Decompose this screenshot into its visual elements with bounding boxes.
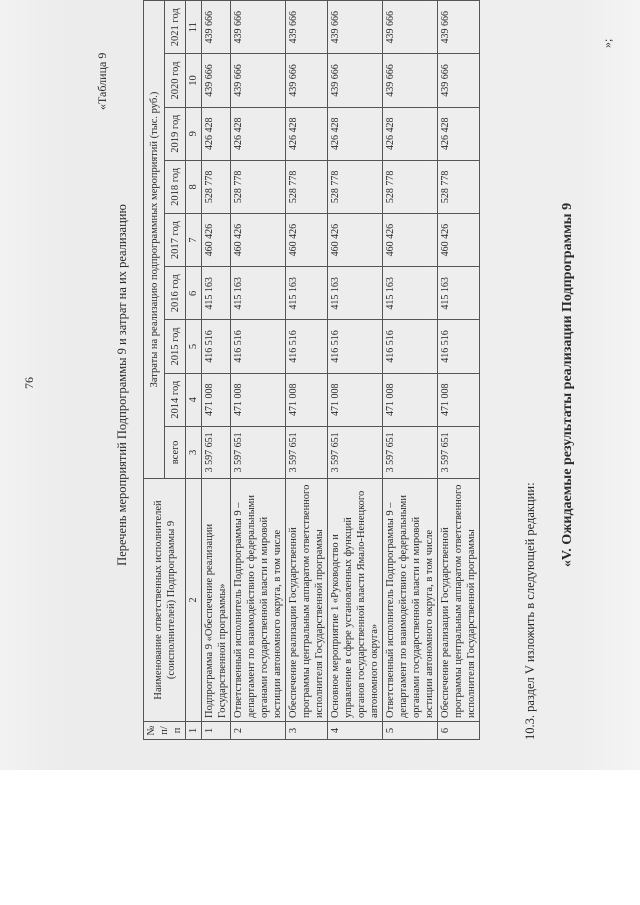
column-number-row <box>186 1 202 740</box>
cell-2017: 460 426 <box>383 214 438 267</box>
column-number: 6 <box>186 267 202 320</box>
header-year: 2014 год <box>165 373 186 426</box>
cell-total: 3 597 651 <box>286 426 328 478</box>
row-number: 5 <box>383 721 438 739</box>
cell-total: 3 597 651 <box>328 426 383 478</box>
header-costs: Затраты на реализацию подпрограммных мероприятий (тыс. руб.) <box>144 1 165 479</box>
cell-2014: 471 008 <box>438 373 480 426</box>
row-name: Обеспечение реализации Государственной программы центральным аппаратом ответственного исполнителя Государственной программы <box>286 479 328 722</box>
header-year: 2017 год <box>165 214 186 267</box>
cell-2015: 416 516 <box>231 320 286 373</box>
row-number: 2 <box>231 721 286 739</box>
cell-2019: 426 428 <box>202 107 231 160</box>
cell-2015: 416 516 <box>286 320 328 373</box>
page-bottom-margin <box>0 770 640 905</box>
cell-2020: 439 666 <box>383 54 438 107</box>
row-number: 4 <box>328 721 383 739</box>
column-number: 7 <box>186 214 202 267</box>
table-row <box>383 1 438 740</box>
cell-2020: 439 666 <box>286 54 328 107</box>
cell-2014: 471 008 <box>231 373 286 426</box>
column-number: 9 <box>186 107 202 160</box>
cell-total: 3 597 651 <box>383 426 438 478</box>
cell-2018: 528 778 <box>202 160 231 213</box>
column-number: 10 <box>186 54 202 107</box>
cell-total: 3 597 651 <box>231 426 286 478</box>
cell-2014: 471 008 <box>286 373 328 426</box>
cell-2018: 528 778 <box>231 160 286 213</box>
cell-2016: 415 163 <box>202 267 231 320</box>
table-label: «Таблица 9 <box>95 52 109 110</box>
table-row <box>438 1 480 740</box>
column-number: 11 <box>186 1 202 54</box>
header-year: 2018 год <box>165 160 186 213</box>
row-name: Обеспечение реализации Государственной программы центральным аппаратом ответственного исполнителя Государственной программы <box>438 479 480 722</box>
table-row <box>328 1 383 740</box>
cell-2019: 426 428 <box>328 107 383 160</box>
header-num: № п/п <box>144 721 186 739</box>
cell-2019: 426 428 <box>383 107 438 160</box>
cell-2021: 439 666 <box>438 1 480 54</box>
cell-2020: 439 666 <box>202 54 231 107</box>
row-number: 1 <box>202 721 231 739</box>
header-year: 2020 год <box>165 54 186 107</box>
cell-2019: 426 428 <box>438 107 480 160</box>
row-name: Подпрограмма 9 «Обеспечение реализации Государственной программы» <box>202 479 231 722</box>
cell-2019: 426 428 <box>231 107 286 160</box>
cell-2014: 471 008 <box>328 373 383 426</box>
table-row <box>202 1 231 740</box>
cell-2020: 439 666 <box>231 54 286 107</box>
table-title: Перечень мероприятий Подпрограммы 9 и затрат на их реализацию <box>115 204 129 566</box>
cell-2015: 416 516 <box>202 320 231 373</box>
cell-2019: 426 428 <box>286 107 328 160</box>
cell-2021: 439 666 <box>231 1 286 54</box>
column-number: 8 <box>186 160 202 213</box>
cell-2017: 460 426 <box>438 214 480 267</box>
cell-total: 3 597 651 <box>438 426 480 478</box>
cell-2020: 439 666 <box>328 54 383 107</box>
cell-2017: 460 426 <box>286 214 328 267</box>
column-number: 1 <box>186 721 202 739</box>
header-year: 2019 год <box>165 107 186 160</box>
cell-2018: 528 778 <box>438 160 480 213</box>
cell-2018: 528 778 <box>383 160 438 213</box>
cell-2020: 439 666 <box>438 54 480 107</box>
cell-total: 3 597 651 <box>202 426 231 478</box>
section-heading: «V. Ожидаемые результаты реализации Подпрограммы 9 <box>560 202 575 568</box>
cell-2021: 439 666 <box>328 1 383 54</box>
cell-2016: 415 163 <box>438 267 480 320</box>
row-name: Основное мероприятие 1 «Руководство и управление в сфере установленных функций органов государственной власти Ямало-Ненецкого автономного округа» <box>328 479 383 722</box>
cell-2017: 460 426 <box>231 214 286 267</box>
page-number: 76 <box>22 377 36 389</box>
row-name: Ответственный исполнитель Подпрограммы 9 – департамент по взаимодействию с федеральными органами государственной власти и мировой юстиции автономного округа, в том числе <box>383 479 438 722</box>
header-row-1 <box>144 1 165 740</box>
cell-2018: 528 778 <box>286 160 328 213</box>
header-year: 2015 год <box>165 320 186 373</box>
header-total: всего <box>165 426 186 478</box>
cell-2015: 416 516 <box>328 320 383 373</box>
cell-2016: 415 163 <box>383 267 438 320</box>
cell-2021: 439 666 <box>383 1 438 54</box>
header-name: Наименование ответственных исполнителей (соисполнителей) Подпрограммы 9 <box>144 479 186 722</box>
cell-2016: 415 163 <box>231 267 286 320</box>
cell-2016: 415 163 <box>328 267 383 320</box>
column-number: 2 <box>186 479 202 722</box>
table-row <box>286 1 328 740</box>
header-year: 2016 год <box>165 267 186 320</box>
header-year: 2021 год <box>165 1 186 54</box>
cell-2016: 415 163 <box>286 267 328 320</box>
column-number: 3 <box>186 426 202 478</box>
cell-2021: 439 666 <box>202 1 231 54</box>
costs-table <box>143 0 480 740</box>
cell-2018: 528 778 <box>328 160 383 213</box>
column-number: 5 <box>186 320 202 373</box>
row-number: 6 <box>438 721 480 739</box>
cell-2014: 471 008 <box>202 373 231 426</box>
amendment-text: 10.3. раздел V изложить в следующей редакции: <box>523 482 537 740</box>
cell-2015: 416 516 <box>438 320 480 373</box>
closing-quote-mark: »; <box>600 38 614 48</box>
column-number: 4 <box>186 373 202 426</box>
table-row <box>231 1 286 740</box>
cell-2014: 471 008 <box>383 373 438 426</box>
row-name: Ответственный исполнитель Подпрограммы 9 – департамент по взаимодействию с федеральными органами государственной власти и мировой юстиции автономного округа, в том числе <box>231 479 286 722</box>
cell-2017: 460 426 <box>328 214 383 267</box>
cell-2021: 439 666 <box>286 1 328 54</box>
cell-2015: 416 516 <box>383 320 438 373</box>
row-number: 3 <box>286 721 328 739</box>
cell-2017: 460 426 <box>202 214 231 267</box>
